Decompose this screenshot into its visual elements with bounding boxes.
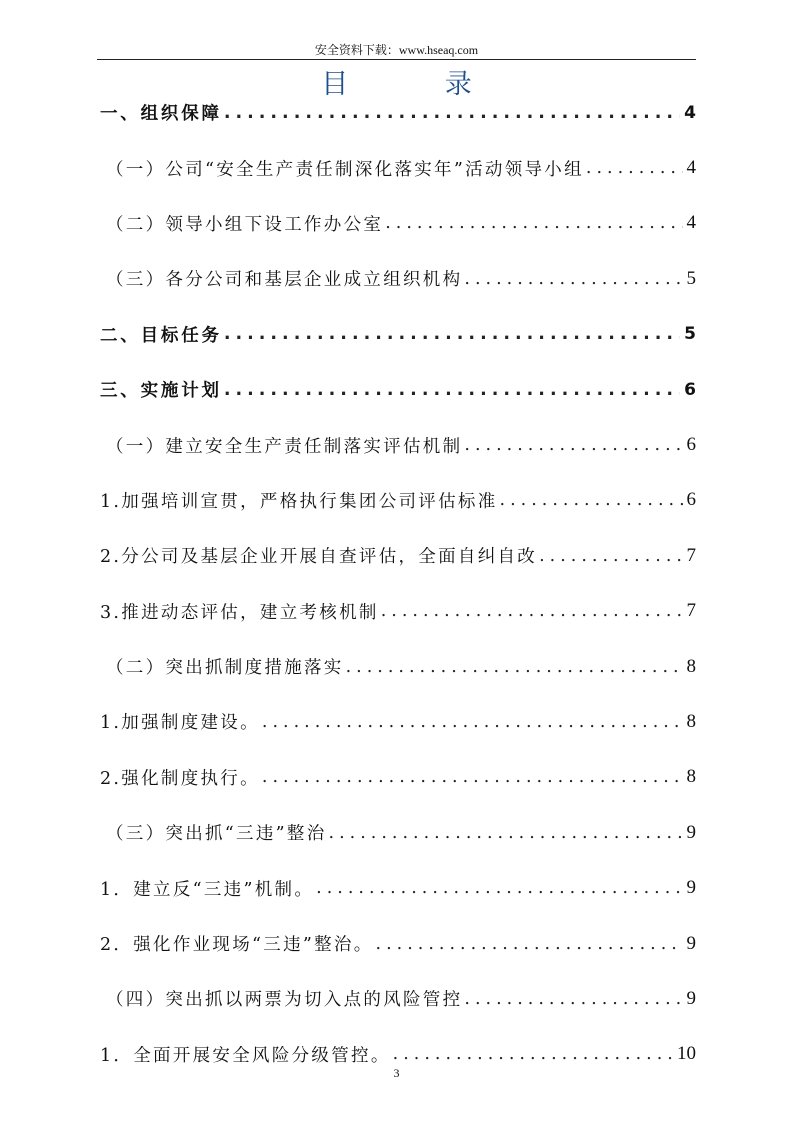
toc-dot-leader [346,657,683,677]
toc-dot-leader [376,934,683,954]
toc-dot-leader [262,712,683,732]
toc-title: 目 录 [321,69,516,100]
toc-dot-leader [262,767,683,787]
toc-entry-page: 6 [684,379,696,400]
toc-entry[interactable] [100,639,696,694]
toc-dot-leader [329,823,683,843]
toc-dot-leader [464,435,682,455]
toc-entry[interactable] [100,85,696,140]
toc-entry-page: 6 [686,434,696,456]
toc-dot-leader [539,546,682,566]
toc-dot-leader [385,213,682,233]
toc-entry-page: 5 [686,267,696,289]
toc-entry-page: 5 [684,324,696,345]
toc-entry-title: 2．强化作业现场“三违”整治。 [100,935,374,956]
toc-entry-title: 2.强化制度执行。 [100,768,260,789]
toc-dot-leader [586,158,683,178]
toc-entry-title: （四）突出抓以两票为切入点的风险管控 [106,990,463,1011]
header-rule [97,59,696,60]
toc-entry-title: 1.加强制度建设。 [100,713,260,734]
toc-entry[interactable] [100,196,696,251]
toc-entry-title: 二、目标任务 [100,325,222,346]
toc-entry[interactable] [100,473,696,528]
toc-dot-leader [381,601,683,621]
toc-entry-title: 3.推进动态评估，建立考核机制 [100,602,379,623]
toc-entry-title: 2.分公司及基层企业开展自查评估，全面自纠自改 [100,547,538,568]
toc-entry[interactable] [100,805,696,860]
toc-dot-leader [224,380,680,400]
toc-entry[interactable] [100,528,696,583]
toc-entry-page: 9 [686,932,696,954]
toc-entry[interactable] [100,916,696,971]
toc-entry[interactable] [100,417,696,472]
toc-entry[interactable] [100,362,696,417]
toc-entry-page: 9 [686,987,696,1009]
toc-entry-page: 4 [686,212,696,234]
toc-entry-title: 一、组织保障 [100,104,222,125]
toc-entry-page: 8 [686,710,696,732]
toc-entry[interactable] [100,584,696,639]
toc-entry-title: （一）建立安全生产责任制落实评估机制 [106,436,463,457]
table-of-contents [100,85,696,1082]
toc-entry[interactable] [100,750,696,805]
toc-dot-leader [224,103,680,123]
toc-entry-page: 8 [686,766,696,788]
toc-dot-leader [224,324,680,344]
toc-dot-leader [464,989,682,1009]
toc-entry-page: 9 [686,877,696,899]
toc-entry-page: 10 [677,1043,696,1065]
toc-entry-page: 9 [686,821,696,843]
toc-entry-title: 1．全面开展安全风险分级管控。 [100,1045,391,1066]
toc-entry-page: 7 [686,544,696,566]
toc-entry-title: （三）突出抓“三违”整治 [106,824,327,845]
toc-entry-title: 1．建立反“三违”机制。 [100,879,315,900]
toc-entry[interactable] [100,860,696,915]
toc-entry-title: （一）公司“安全生产责任制深化落实年”活动领导小组 [106,159,584,180]
toc-entry[interactable] [100,140,696,195]
toc-dot-leader [316,878,682,898]
toc-entry[interactable] [100,251,696,306]
page-header: 安全资料下载：www.hseaq.com [314,43,479,57]
toc-entry-page: 7 [686,600,696,622]
toc-entry-title: （二）领导小组下设工作办公室 [106,214,384,235]
toc-entry-page: 6 [686,489,696,511]
toc-entry[interactable] [100,694,696,749]
toc-dot-leader [393,1044,673,1064]
toc-dot-leader [464,269,682,289]
toc-entry-page: 4 [684,102,696,123]
toc-entry[interactable] [100,971,696,1026]
page-number: 3 [393,1066,400,1080]
toc-dot-leader [500,490,683,510]
toc-entry-page: 4 [686,157,696,179]
toc-entry-title: 1.加强培训宣贯，严格执行集团公司评估标准 [100,491,498,512]
toc-entry-page: 8 [686,655,696,677]
toc-entry-title: （三）各分公司和基层企业成立组织机构 [106,270,463,291]
toc-entry-title: 三、实施计划 [100,381,222,402]
toc-entry-title: （二）突出抓制度措施落实 [106,658,344,679]
toc-entry[interactable] [100,307,696,362]
